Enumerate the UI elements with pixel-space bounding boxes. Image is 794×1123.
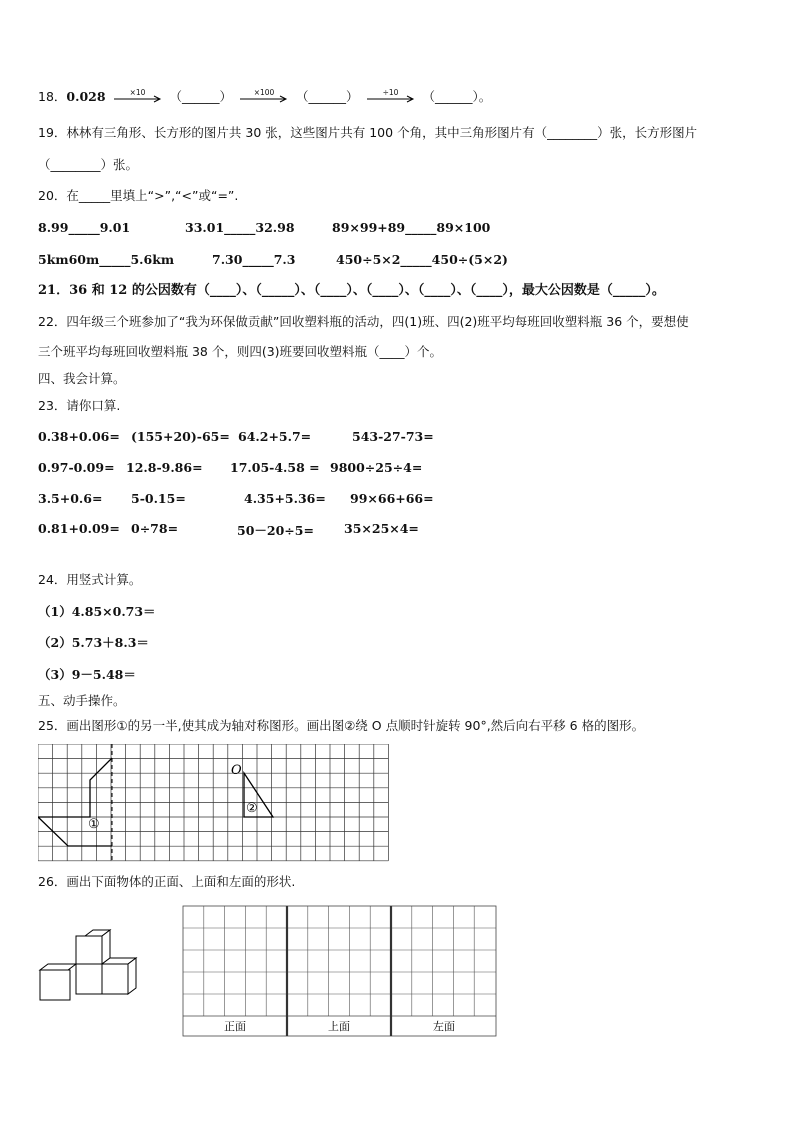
q23-title: 23．请你口算. [38, 398, 121, 413]
q23-item: (155+20)-65= [131, 429, 230, 444]
q18-number: 18． [38, 89, 67, 104]
q23-item: 17.05-4.58 = [230, 460, 320, 475]
q20-item: 89×99+89_____89×100 [332, 220, 491, 235]
q18-line [38, 88, 491, 106]
q20-item: 450÷5×2_____450÷(5×2) [336, 252, 508, 267]
q18-op-1: ×10 [129, 87, 146, 97]
q23-item: 35×25×4= [344, 521, 419, 536]
shape-1-label: ① [88, 817, 100, 832]
q19-line-1: 19．林林有三角形、长方形的图片共 30 张，这些图片共有 100 个角，其中三角形图片有（________）张，长方形图片 [38, 125, 698, 140]
q26-cubes-figure [38, 926, 142, 1004]
q23-item: 543-27-73= [352, 429, 434, 444]
q23-item: 12.8-9.86= [126, 460, 203, 475]
q18-op-3: ÷10 [382, 87, 399, 97]
q23-item: 50－20÷5= [237, 523, 314, 538]
q20-item: 33.01_____32.98 [185, 220, 295, 235]
q18-op-2: ×100 [253, 87, 275, 97]
q23-item: 99×66+66= [350, 491, 434, 506]
view-label-left: 左面 [433, 1020, 455, 1033]
q18-start-value: 0.028 [66, 89, 106, 104]
q23-item: 9800÷25÷4= [330, 460, 423, 475]
q23-item: 0÷78= [131, 521, 179, 536]
section-4-heading: 四、我会计算。 [38, 371, 126, 386]
q20-item: 5km60m_____5.6km [38, 252, 175, 267]
q19-line-2: （________）张。 [38, 157, 139, 172]
shape-1-half [38, 758, 112, 846]
q18-blank-2[interactable]: （______） [296, 89, 359, 104]
q20-item: 8.99_____9.01 [38, 220, 131, 235]
q23-item: 0.97-0.09= [38, 460, 115, 475]
q23-item: 3.5+0.6= [38, 491, 103, 506]
view-label-top: 上面 [328, 1020, 350, 1033]
q18-blank-3[interactable]: （______）。 [422, 89, 492, 104]
q26-title: 26．画出下面物体的正面、上面和左面的形状. [38, 874, 296, 889]
q25-title: 25．画出图形①的另一半,使其成为轴对称图形。画出图②绕 O 点顺时针旋转 90°,然后向右平移 6 格的图形。 [38, 718, 645, 733]
shape-2-label: ② [246, 801, 258, 816]
q24-item: （1）4.85×0.73＝ [38, 604, 156, 619]
q18-arrow-1 [114, 87, 162, 103]
q23-item: 0.81+0.09= [38, 521, 120, 536]
q20-title: 20．在_____里填上“>”,“<”或“=”. [38, 188, 239, 203]
q22-line-1: 22．四年级三个班参加了“我为环保做贡献”回收塑料瓶的活动，四(1)班、四(2)班平均每班回收塑料瓶 36 个，要想使 [38, 314, 689, 329]
q24-item: （3）9－5.48＝ [38, 667, 136, 682]
q18-arrow-3 [367, 87, 415, 103]
q23-item: 4.35+5.36= [244, 491, 326, 506]
section-5-heading: 五、动手操作。 [38, 693, 126, 708]
q18-blank-1[interactable]: （______） [169, 89, 233, 104]
q20-item: 7.30_____7.3 [212, 252, 296, 267]
q24-item: （2）5.73＋8.3＝ [38, 635, 149, 650]
q18-arrow-2 [240, 87, 288, 103]
point-o-label: O [231, 763, 242, 778]
q22-line-2: 三个班平均每班回收塑料瓶 38 个，则四(3)班要回收塑料瓶（____）个。 [38, 344, 443, 359]
q24-title: 24．用竖式计算。 [38, 572, 142, 587]
q21-line: 21．36 和 12 的公因数有（____）、（_____）、（____）、（____）、（____）、（____），最大公因数是（_____）。 [38, 283, 665, 298]
view-label-front: 正面 [224, 1020, 246, 1033]
q25-grid-figure [38, 744, 394, 864]
q23-item: 0.38+0.06= [38, 429, 120, 444]
q26-view-grids [182, 905, 498, 1039]
q23-item: 64.2+5.7= [238, 429, 312, 444]
q23-item: 5-0.15= [131, 491, 186, 506]
